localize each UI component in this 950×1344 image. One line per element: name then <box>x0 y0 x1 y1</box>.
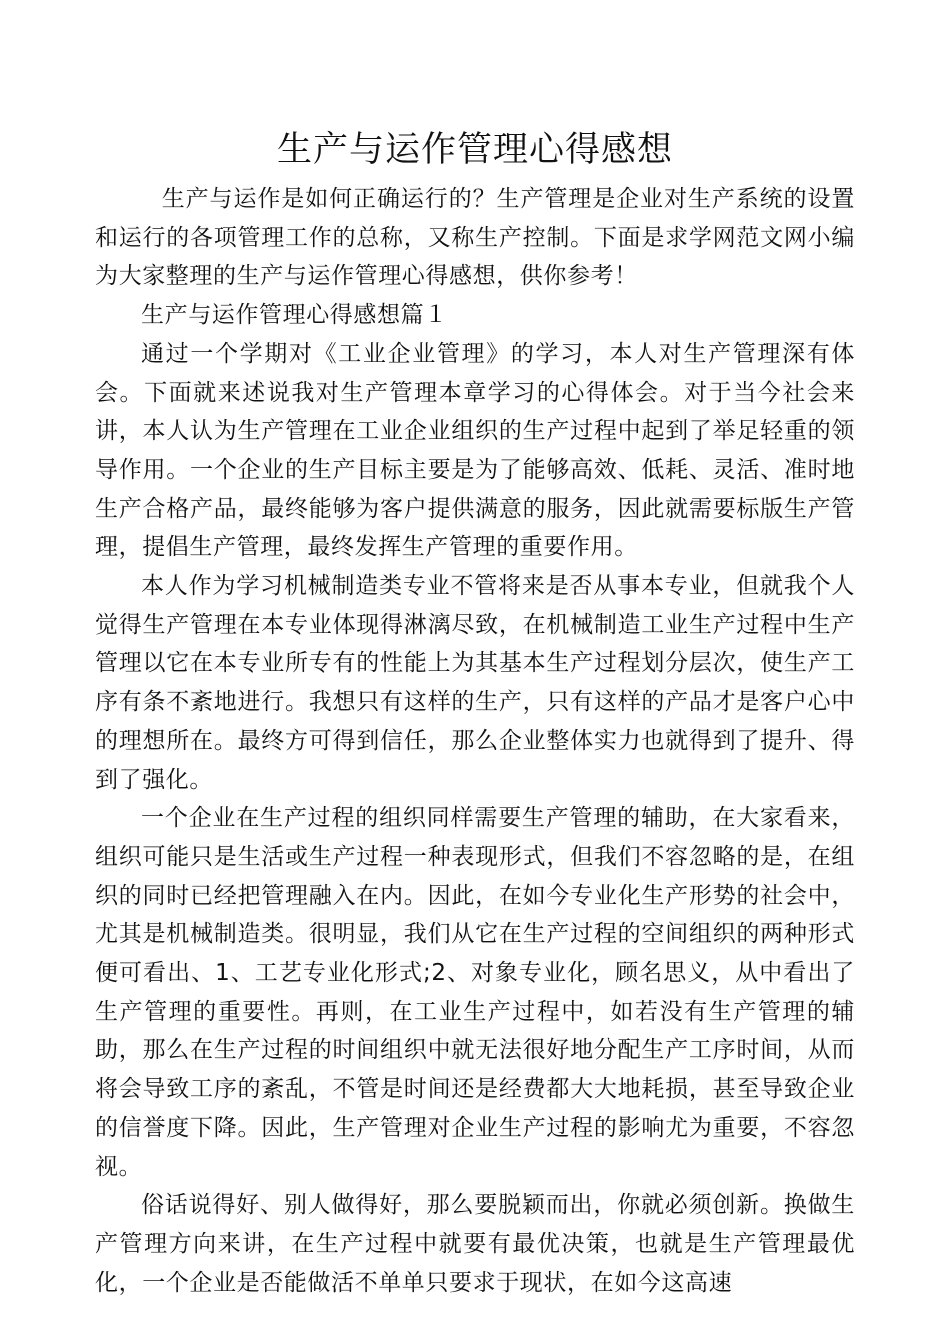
intro-paragraph: 生产与运作是如何正确运行的？生产管理是企业对生产系统的设置和运行的各项管理工作的总称，又称生产控制。下面是求学网范文网小编为大家整理的生产与运作管理心得感想，供你参考！ <box>95 186 855 290</box>
body-paragraph-2: 本人作为学习机械制造类专业不管将来是否从事本专业，但就我个人觉得生产管理在本专业体现得淋漓尽致，在机械制造工业生产过程中生产管理以它在本专业所专有的性能上为其基本生产过程划分层次，使生产工序有条不紊地进行。我想只有这样的生产，只有这样的产品才是客户心中的理想所在。最终方可得到信任，那么企业整体实力也就得到了提升、得到了强化。 <box>95 573 855 793</box>
page-title: 生产与运作管理心得感想 <box>276 130 673 170</box>
document-body <box>95 180 855 1302</box>
body-paragraph-1: 通过一个学期对《工业企业管理》的学习，本人对生产管理深有体会。下面就来述说我对生产管理本章学习的心得体会。对于当今社会来讲，本人认为生产管理在工业企业组织的生产过程中起到了举足轻重的领导作用。一个企业的生产目标主要是为了能够高效、低耗、灵活、准时地生产合格产品，最终能够为客户提供满意的服务，因此就需要标版生产管理，提倡生产管理，最终发挥生产管理的重要作用。 <box>95 340 855 561</box>
section-heading: 生产与运作管理心得感想篇１ <box>141 302 448 329</box>
body-paragraph-3: 一个企业在生产过程的组织同样需要生产管理的辅助，在大家看来，组织可能只是生活或生产过程一种表现形式，但我们不容忽略的是，在组织的同时已经把管理融入在内。因此，在如今专业化生产形势的社会中，尤其是机械制造类。很明显，我们从它在生产过程的空间组织的两种形式便可看出、1、工艺专业化形式;2、对象专业化，顾名思义，从中看出了生产管理的重要性。再则，在工业生产过程中，如若没有生产管理的辅助，那么在生产过程的时间组织中就无法很好地分配生产工序时间，从而将会导致工序的紊乱，不管是时间还是经费都大大地耗损，甚至导致企业的信誉度下降。因此，生产管理对企业生产过程的影响尤为重要，不容忽视。 <box>95 805 855 1180</box>
body-paragraph-4: 俗话说得好、别人做得好，那么要脱颖而出，你就必须创新。换做生产管理方向来讲，在生产过程中就要有最优决策，也就是生产管理最优化，一个企业是否能做活不单单只要求于现状，在如今这高速 <box>95 1192 855 1296</box>
